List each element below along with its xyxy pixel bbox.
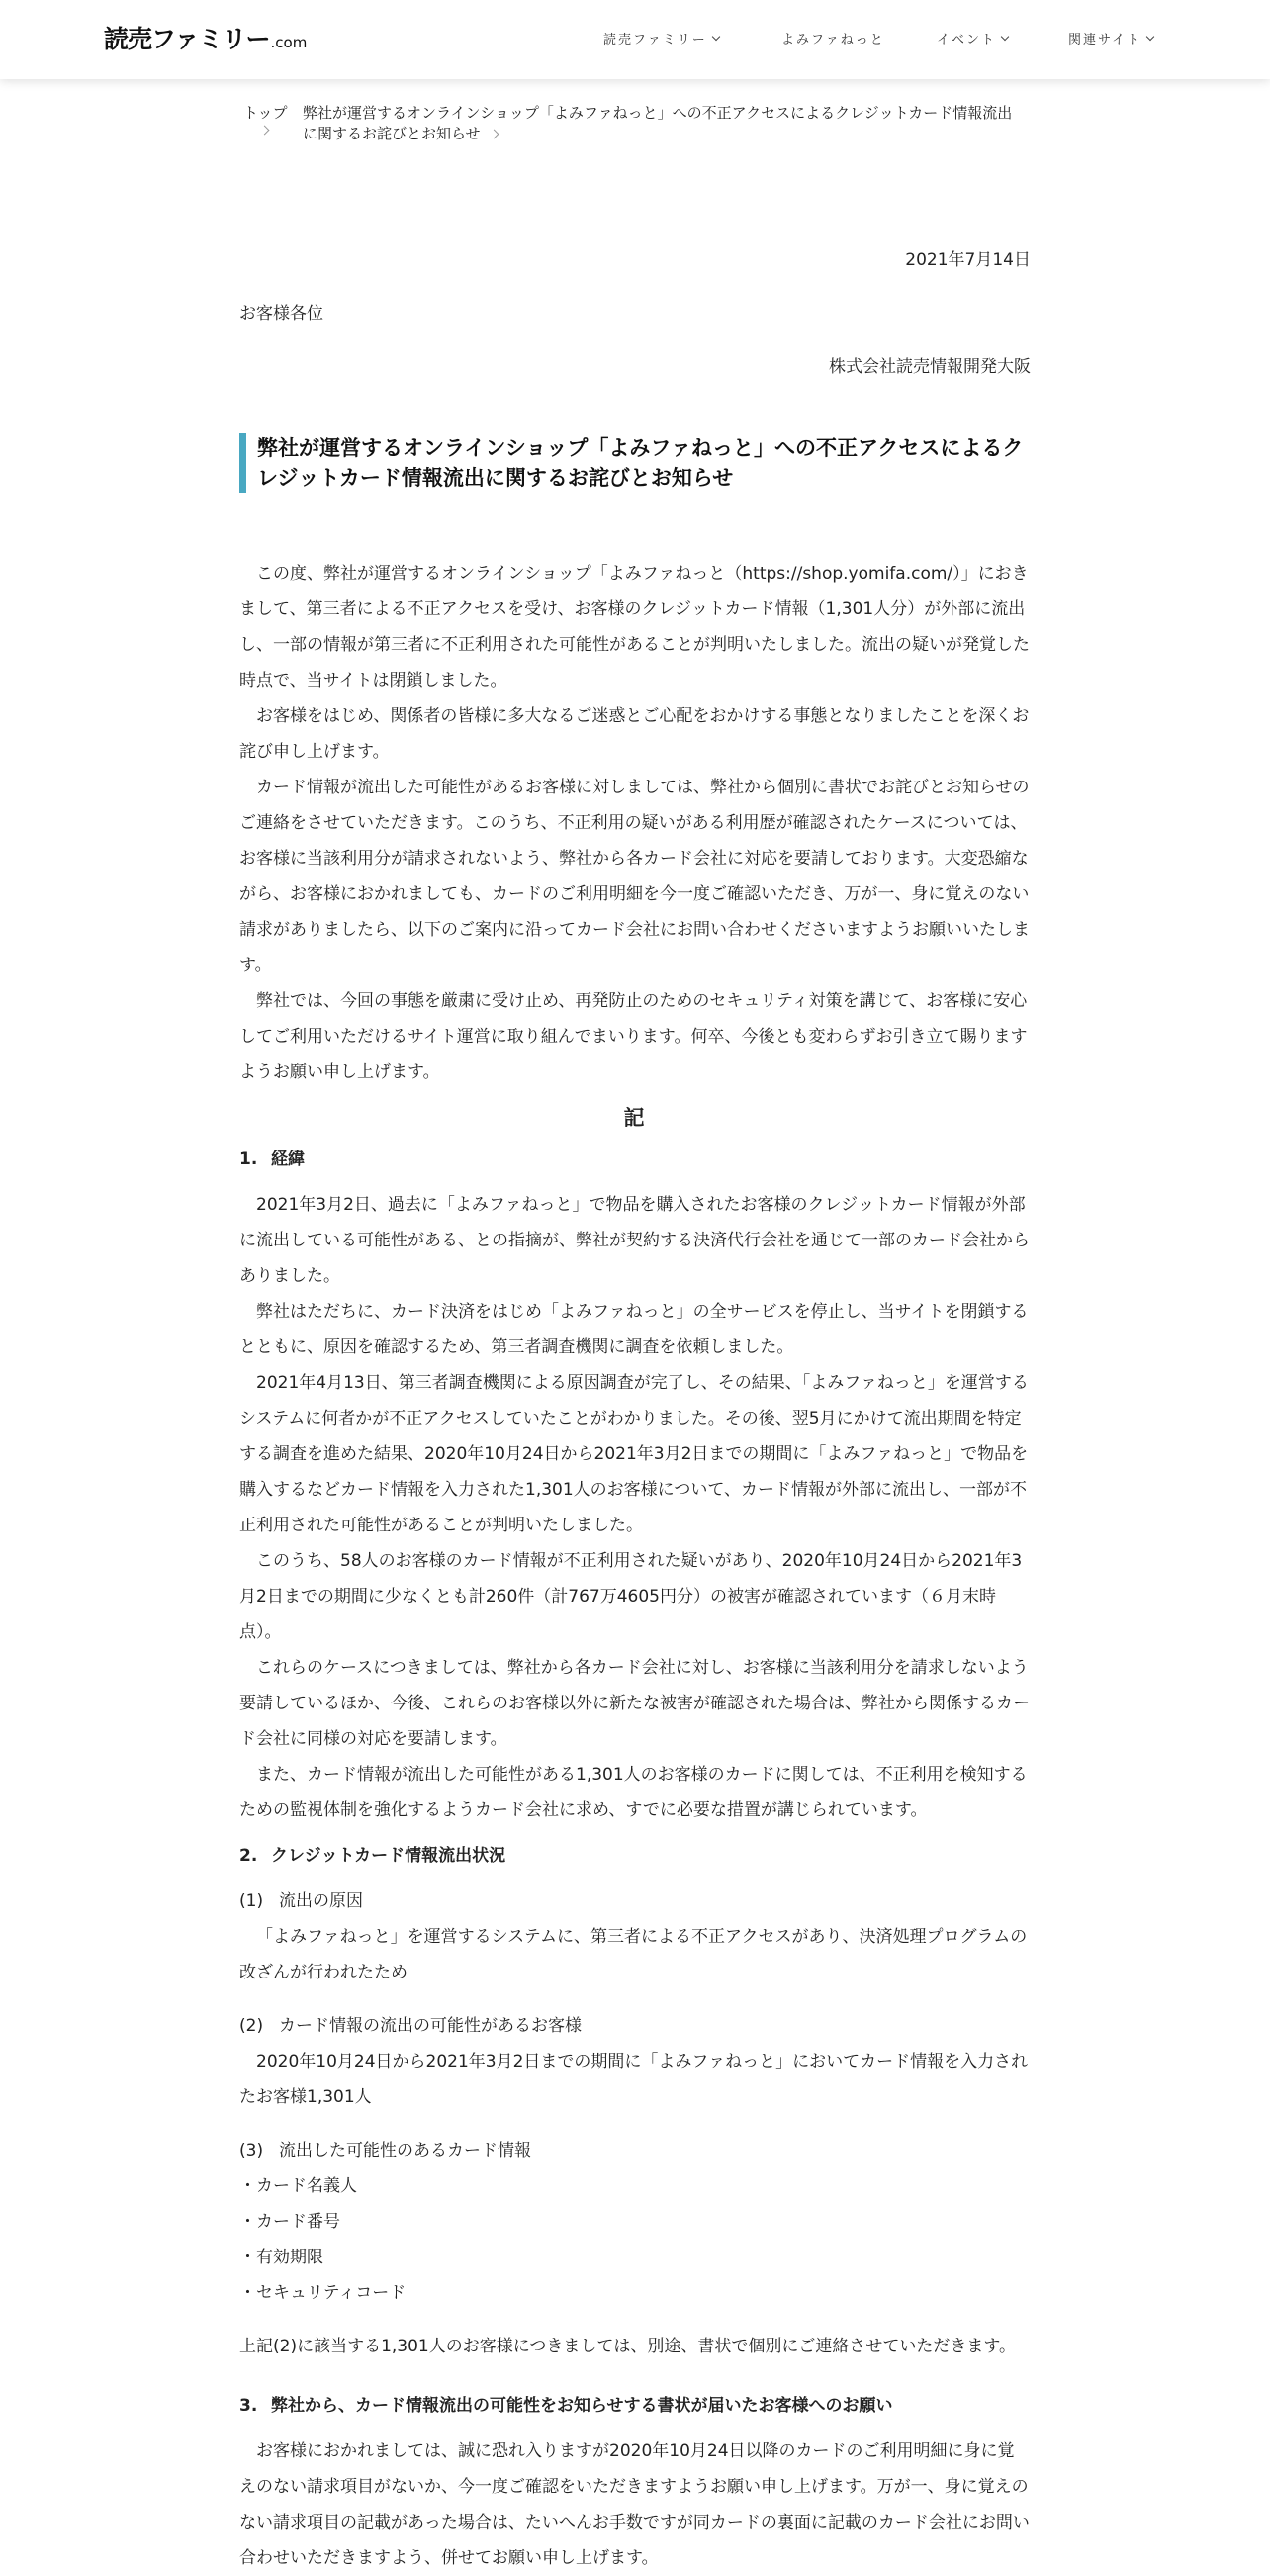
section-1-paragraph: また、カード情報が流出した可能性がある1,301人のお客様のカードに関しては、不正利用を検知するための監視体制を強化するようカード会社に求め、すでに必要な措置が講じられています。: [239, 1765, 1028, 1820]
sub-number: (3): [239, 2141, 264, 2161]
breadcrumb-current: [303, 103, 1025, 144]
sub-2-text: 2020年10月24日から2021年3月2日までの期間に「よみファねっと」においてカード情報を入力されたお客様1,301人: [239, 2052, 1029, 2107]
chevron-down-icon: [1146, 32, 1154, 40]
sub-number: (1): [239, 1891, 264, 1911]
section-1-paragraph: 弊社はただちに、カード決済をはじめ「よみファねっと」の全サービスを停止し、当サイトを閉鎖するとともに、原因を確認するため、第三者調査機関に調査を依頼しました。: [239, 1302, 1029, 1357]
chevron-down-icon: [712, 32, 720, 40]
list-item: ・セキュリティコード: [239, 2283, 407, 2303]
list-item: ・カード名義人: [239, 2176, 357, 2196]
sub-title: 流出の原因: [279, 1891, 363, 1911]
section-3-heading: [239, 2388, 1031, 2424]
chevron-right-icon: [489, 130, 499, 139]
breadcrumb-current-label: 弊社が運営するオンラインショップ「よみファねっと」への不正アクセスによるクレジットカード情報流出に関するお詫びとお知らせ: [303, 104, 1013, 142]
section-title: クレジットカード情報流出状況: [271, 1846, 506, 1866]
page-title-text: 弊社が運営するオンラインショップ「よみファねっと」への不正アクセスによるクレジットカード情報流出に関するお詫びとお知らせ: [257, 436, 1024, 490]
section-title: 経緯: [271, 1150, 305, 1169]
section-number: 2.: [239, 1846, 258, 1866]
nav-label: 関連サイト: [1068, 33, 1142, 47]
intro-paragraph: 弊社では、今回の事態を厳粛に受け止め、再発防止のためのセキュリティ対策を講じて、お客様に安心してご利用いただけるサイト運営に取り組んでまいります。何卒、今後とも変わらずお引き立て賜りますようお願い申し上げます。: [239, 991, 1028, 1082]
sub-title: カード情報の流出の可能性があるお客様: [279, 2016, 582, 2036]
letter-company: 株式会社読売情報開発大阪: [829, 357, 1031, 377]
section-1-paragraph: 2021年4月13日、第三者調査機関による原因調査が完了し、その結果、「よみファねっと」を運営するシステムに何者かが不正アクセスしていたことがわかりました。その後、翌5月にかけて流出期間を特定する調査を進めた結果、2020年10月24日から2021年3月2日までの期間に「よみファねっと」で物品を購入するなどカード情報を入力された1,301人のお客様について、カード情報が外部に流出し、一部が不正利用された可能性があることが判明いたしました。: [239, 1373, 1029, 1535]
intro-paragraph: カード情報が流出した可能性があるお客様に対しましては、弊社から個別に書状でお詫びとお知らせのご連絡をさせていただきます。このうち、不正利用の疑いがある利用歴が確認されたケースについては、お客様に当該利用分が請求されないよう、弊社から各カード会社に対応を要請しております。大変恐縮ながら、お客様におかれましても、カードのご利用明細を今一度ご確認いただき、万が一、身に覚えのない請求がありましたら、以下のご案内に沿ってカード会社にお問い合わせくださいますようお願いいたします。: [239, 778, 1030, 975]
sub-1-text: 「よみファねっと」を運営するシステムに、第三者による不正アクセスがあり、決済処理プログラムの改ざんが行われたため: [239, 1927, 1028, 1982]
section-title: 弊社から、カード情報流出の可能性をお知らせする書状が届いたお客様へのお願い: [271, 2396, 893, 2416]
section-3-paragraph: お客様におかれましては、誠に恐れ入りますが2020年10月24日以降のカードのご利用明細に身に覚えのない請求項目がないか、今一度ご確認をいただきますようお願い申し上げます。万が一、身に覚えのない請求項目の記載があった場合は、たいへんお手数ですが同カードの裏面に記載のカード会社にお問い合わせいただきますよう、併せてお願い申し上げます。: [239, 2441, 1030, 2568]
intro-paragraph: お客様をはじめ、関係者の皆様に多大なるご迷惑とご心配をおかけする事態となりましたことを深くお詫び申し上げます。: [239, 706, 1030, 762]
intro-paragraph: この度、弊社が運営するオンラインショップ「よみファねっと（https://shop.yomifa.com/）」におきまして、第三者による不正アクセスを受け、お客様のクレジットカード情報（1,301人分）が外部に流出し、一部の情報が第三者に不正利用された可能性があることが判明いたしました。流出の疑いが発覚した時点で、当サイトは閉鎖しました。: [239, 564, 1030, 690]
section-2-note: 上記(2)に該当する1,301人のお客様につきましては、別途、書状で個別にご連絡させていただきます。: [239, 2337, 1017, 2356]
sub-number: (2): [239, 2016, 264, 2036]
page-title: [239, 433, 1031, 493]
nav-item-related-sites[interactable]: [1068, 29, 1153, 47]
sub-2-heading: [239, 2008, 1031, 2044]
list-item: ・有効期限: [239, 2248, 323, 2267]
nav-label: イベント: [937, 33, 997, 47]
main-nav: [0, 29, 1270, 48]
nav-item-events[interactable]: [937, 29, 1008, 47]
chevron-right-icon: [260, 126, 270, 136]
site-header: [0, 0, 1270, 79]
logo-main: 読売ファミリー: [104, 25, 270, 53]
chevron-down-icon: [1001, 32, 1009, 40]
card-info-list: [239, 2168, 1031, 2311]
section-1-heading: [239, 1142, 1031, 1177]
nav-item-yomiuri-family[interactable]: [603, 29, 719, 47]
heading-accent-bar: [239, 433, 246, 493]
ki-heading: 記: [623, 1106, 647, 1130]
section-number: 3.: [239, 2396, 258, 2416]
sub-1-heading: [239, 1884, 1031, 1919]
breadcrumb-home-link[interactable]: トップ: [243, 104, 288, 122]
section-1-paragraph: このうち、58人のお客様のカード情報が不正利用された疑いがあり、2020年10月24日から2021年3月2日までの期間に少なくとも計260件（計767万4605円分）の被害が確認されています（６月末時点）。: [239, 1551, 1023, 1642]
section-1-paragraph: これらのケースにつきましては、弊社から各カード会社に対し、お客様に当該利用分を請求しないよう要請しているほか、今後、これらのお客様以外に新たな被害が確認された場合は、弊社から関係するカード会社に同様の対応を要請します。: [239, 1658, 1030, 1749]
section-2-heading: [239, 1838, 1031, 1874]
nav-item-yomifa-net[interactable]: [781, 29, 885, 47]
nav-label: よみファねっと: [781, 33, 885, 47]
letter-recipient: お客様各位: [239, 304, 323, 323]
section-1-paragraph: 2021年3月2日、過去に「よみファねっと」で物品を購入されたお客様のクレジットカード情報が外部に流出している可能性がある、との指摘が、弊社が契約する決済代行会社を通じて一部のカード会社からありました。: [239, 1195, 1030, 1286]
section-number: 1.: [239, 1150, 258, 1169]
letter-date: 2021年7月14日: [905, 250, 1031, 270]
list-item: ・カード番号: [239, 2212, 340, 2232]
logo-suffix: .com: [270, 34, 308, 51]
sub-3-heading: [239, 2133, 1031, 2168]
nav-label: 読売ファミリー: [603, 33, 707, 47]
sub-title: 流出した可能性のあるカード情報: [279, 2141, 531, 2161]
article-body: [239, 556, 1031, 2576]
